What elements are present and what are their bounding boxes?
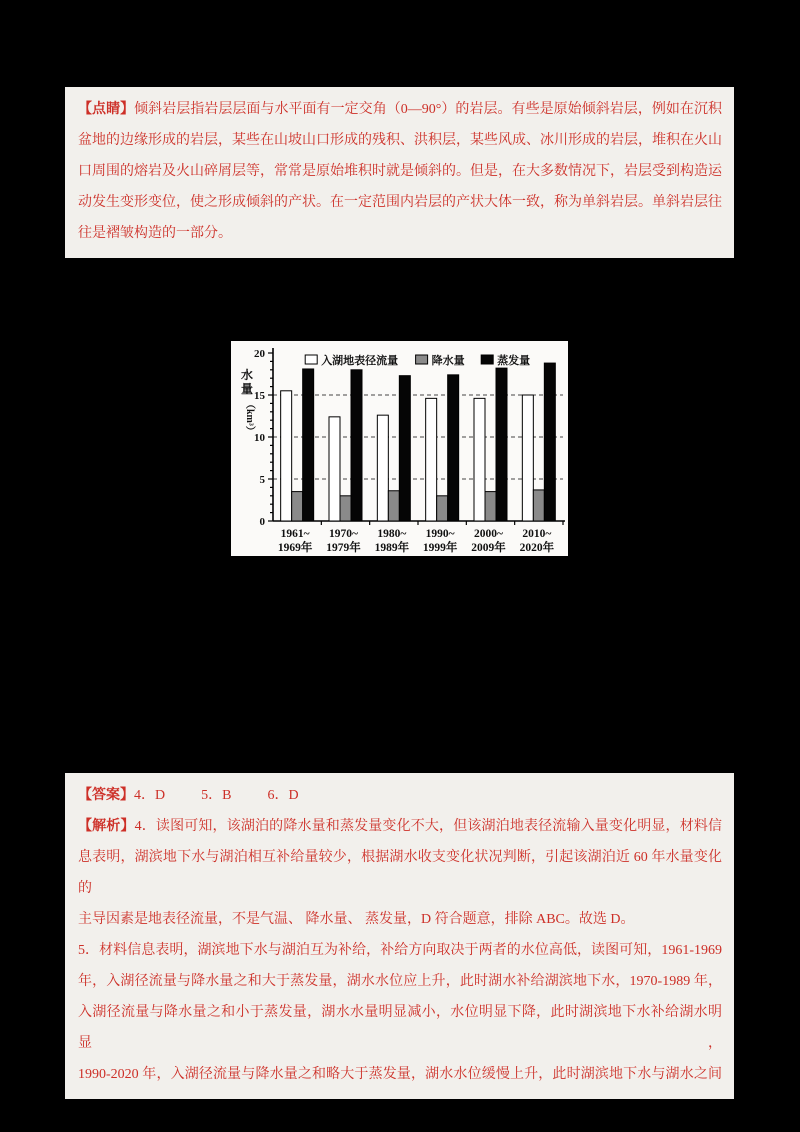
lake-water-balance-chart <box>231 341 568 556</box>
text-line: 息表明，湖滨地下水与湖泊相互补给量较少，根据湖水收支变化状况判断，引起该湖泊近 60 年水量变化的 <box>78 850 722 896</box>
bar-2-0 <box>303 369 314 521</box>
legend-label: 蒸发量 <box>497 355 531 367</box>
text-line: 盆地的边缘形成的岩层，某些在山坡山口形成的残积、洪积层，某些风成、冰川形成的岩层，堆积在火山 <box>78 133 722 148</box>
answers-label: 【答案】 <box>78 788 134 803</box>
text-line: 往是褶皱构造的一部分。 <box>78 226 232 241</box>
x-category-label: 1961~ <box>280 528 310 540</box>
text-line: 1990-2020 年，入湖径流量与降水量之和略大于蒸发量，湖水水位缓慢上升，此时湖滨地下水与湖水之间 <box>78 1067 722 1082</box>
bar-2-2 <box>399 376 410 521</box>
text-line: 主导因素是地表径流量，不是气温、 降水量、 蒸发量，D 符合题意，排除 ABC。故选 D。 <box>78 912 635 927</box>
bar-0-0 <box>281 391 292 521</box>
x-category-label: 1999年 <box>422 542 458 554</box>
bar-2-1 <box>351 370 362 521</box>
answer-item: 4．D <box>134 788 166 803</box>
x-category-label: 2010~ <box>522 528 552 540</box>
x-category-label: 2009年 <box>471 542 506 554</box>
dianjing-line-1: 倾斜岩层指岩层层面与水平面有一定交角（0—90°）的岩层。有些是原始倾斜岩层，例如在沉积 <box>134 102 722 117</box>
text-line: 口周围的熔岩及火山碎屑层等，常常是原始堆积时就是倾斜的。但是，在大多数情况下，岩层受到构造运 <box>78 164 722 179</box>
bar-1-4 <box>485 492 496 521</box>
y-axis-unit-label: （km³） <box>244 399 255 436</box>
legend-swatch-0 <box>305 355 317 364</box>
y-tick-label: 10 <box>254 432 265 444</box>
bar-0-2 <box>377 415 388 521</box>
x-category-label: 1979年 <box>326 542 361 554</box>
bar-2-3 <box>448 375 459 521</box>
bar-1-0 <box>292 492 303 521</box>
dianjing-label: 【点睛】 <box>78 102 135 117</box>
text-line: 入湖径流量与降水量之和小于蒸发量，湖水水量明显减小，水位明显下降，此时湖滨地下水补给湖水明显， <box>78 1005 722 1051</box>
bar-0-3 <box>426 398 437 521</box>
answer-item: 6．D <box>267 788 299 803</box>
bar-1-2 <box>388 491 399 521</box>
x-category-label: 2000~ <box>474 528 503 540</box>
text-line <box>78 94 722 125</box>
y-axis-label: 量 <box>240 382 254 396</box>
answer-item: 5．B <box>201 788 232 803</box>
text-line: 5．材料信息表明，湖滨地下水与湖泊互为补给，补给方向取决于两者的水位高低，读图可知，1961-1969 <box>78 943 722 958</box>
x-category-label: 1970~ <box>329 528 358 540</box>
y-tick-label: 20 <box>254 348 265 360</box>
legend-swatch-2 <box>481 355 493 364</box>
dianjing-panel <box>65 87 734 258</box>
x-category-label: 1989年 <box>374 542 410 554</box>
y-tick-label: 15 <box>254 390 265 402</box>
jiexi-panel <box>65 773 734 1099</box>
bar-1-5 <box>533 490 544 521</box>
answer-line <box>78 780 722 811</box>
x-category-label: 2020年 <box>519 542 555 554</box>
chart-svg <box>231 341 568 556</box>
jiexi-label: 【解析】 <box>78 819 135 834</box>
text-line: 年，入湖径流量与降水量之和大于蒸发量，湖水水位应上升，此时湖水补给湖滨地下水，1970-1989 年， <box>78 974 722 989</box>
text-line <box>78 811 722 842</box>
text-line: 动发生变形变位，使之形成倾斜的产状。在一定范围内岩层的产状大体一致，称为单斜岩层。单斜岩层往 <box>78 195 722 210</box>
bar-1-3 <box>437 496 448 521</box>
bar-0-4 <box>474 398 485 521</box>
bar-2-4 <box>496 368 507 521</box>
y-tick-label: 5 <box>259 474 265 486</box>
legend-label: 降水量 <box>431 355 465 367</box>
y-axis-label: 水 <box>240 368 254 382</box>
legend-label: 入湖地表径流量 <box>321 355 399 367</box>
y-tick-label: 0 <box>259 516 265 528</box>
x-category-label: 1969年 <box>277 542 313 554</box>
x-category-label: 1980~ <box>377 528 407 540</box>
bar-2-5 <box>544 363 555 521</box>
legend-swatch-1 <box>416 355 428 364</box>
bar-1-1 <box>340 496 351 521</box>
x-category-label: 1990~ <box>425 528 455 540</box>
jiexi-line-1: 4．读图可知，该湖泊的降水量和蒸发量变化不大，但该湖泊地表径流输入量变化明显，材料信 <box>134 819 723 834</box>
bar-0-1 <box>329 417 340 521</box>
bar-0-5 <box>522 395 533 521</box>
